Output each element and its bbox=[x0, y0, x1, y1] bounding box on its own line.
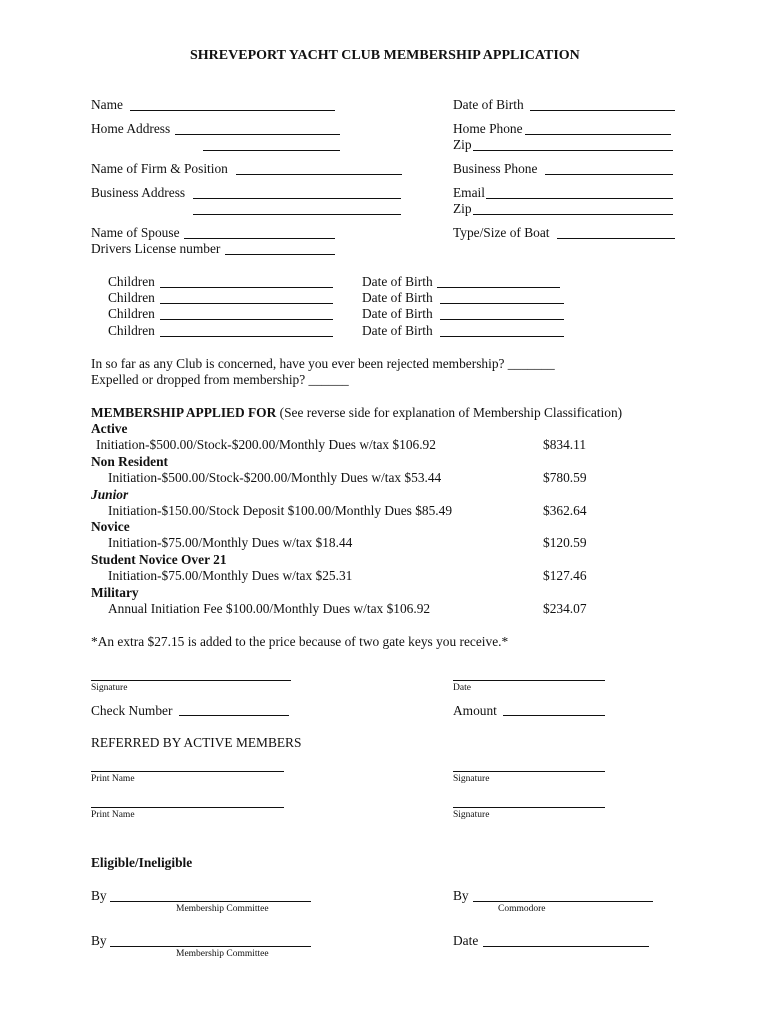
referrer-signature-field[interactable] bbox=[453, 807, 605, 808]
email-label: Email bbox=[453, 185, 485, 200]
by-label: By bbox=[91, 888, 107, 903]
class-total: $834.11 bbox=[543, 437, 587, 452]
home-phone-field[interactable] bbox=[525, 134, 671, 135]
name-label: Name bbox=[91, 97, 123, 112]
home-address-field[interactable] bbox=[175, 134, 340, 135]
commodore-by-field[interactable] bbox=[473, 901, 653, 902]
home-address-field-2[interactable] bbox=[203, 150, 340, 151]
class-name: Military bbox=[91, 585, 139, 600]
children-label: Children bbox=[108, 306, 155, 321]
children-field[interactable] bbox=[160, 303, 333, 304]
membership-heading-note: (See reverse side for explanation of Membership Classification) bbox=[279, 405, 623, 420]
business-phone-field[interactable] bbox=[545, 174, 673, 175]
firm-position-field[interactable] bbox=[236, 174, 402, 175]
signature-field[interactable] bbox=[91, 680, 291, 681]
children-label: Children bbox=[108, 323, 155, 338]
home-zip-field[interactable] bbox=[473, 150, 673, 151]
referrer-print-name-field[interactable] bbox=[91, 771, 284, 772]
eligible-heading: Eligible/Ineligible bbox=[91, 855, 193, 870]
membership-committee-label: Membership Committee bbox=[176, 949, 269, 959]
check-number-label: Check Number bbox=[91, 703, 173, 718]
children-label: Children bbox=[108, 290, 155, 305]
approval-date-label: Date bbox=[453, 933, 479, 948]
child-dob-label: Date of Birth bbox=[362, 323, 433, 338]
spouse-field[interactable] bbox=[184, 238, 335, 239]
children-field[interactable] bbox=[160, 336, 333, 337]
class-name: Student Novice Over 21 bbox=[91, 552, 227, 567]
child-dob-label: Date of Birth bbox=[362, 274, 433, 289]
signature-label: Signature bbox=[91, 683, 128, 693]
business-address-field[interactable] bbox=[193, 198, 401, 199]
child-dob-label: Date of Birth bbox=[362, 306, 433, 321]
commodore-label: Commodore bbox=[498, 904, 546, 914]
class-total: $127.46 bbox=[543, 568, 587, 583]
membership-heading-title: MEMBERSHIP APPLIED FOR bbox=[91, 405, 277, 420]
firm-position-label: Name of Firm & Position bbox=[91, 161, 228, 176]
class-total: $780.59 bbox=[543, 470, 587, 485]
amount-label: Amount bbox=[453, 703, 497, 718]
drivers-license-field[interactable] bbox=[225, 254, 335, 255]
class-detail: Initiation-$75.00/Monthly Dues w/tax $25.31 bbox=[108, 568, 353, 583]
class-detail: Initiation-$75.00/Monthly Dues w/tax $18.44 bbox=[108, 535, 353, 550]
membership-heading bbox=[91, 405, 622, 421]
class-detail: Initiation-$500.00/Stock-$200.00/Monthly Dues w/tax $106.92 bbox=[96, 437, 436, 452]
class-detail: Initiation-$150.00/Stock Deposit $100.00/Monthly Dues $85.49 bbox=[108, 503, 453, 518]
amount-field[interactable] bbox=[503, 715, 605, 716]
child-dob-field[interactable] bbox=[440, 336, 564, 337]
rejected-question: In so far as any Club is concerned, have you ever been rejected membership? _______ bbox=[91, 356, 555, 371]
business-phone-label: Business Phone bbox=[453, 161, 538, 176]
date-label: Date bbox=[453, 683, 471, 693]
business-address-label: Business Address bbox=[91, 185, 186, 200]
referrer-signature-label: Signature bbox=[453, 810, 490, 820]
children-field[interactable] bbox=[160, 287, 333, 288]
referrer-signature-field[interactable] bbox=[453, 771, 605, 772]
membership-committee-label: Membership Committee bbox=[176, 904, 269, 914]
child-dob-field[interactable] bbox=[440, 303, 564, 304]
by-label: By bbox=[453, 888, 469, 903]
referrer-print-name-field[interactable] bbox=[91, 807, 284, 808]
check-number-field[interactable] bbox=[179, 715, 289, 716]
home-address-label: Home Address bbox=[91, 121, 171, 136]
by-label: By bbox=[91, 933, 107, 948]
date-field[interactable] bbox=[453, 680, 605, 681]
dob-field[interactable] bbox=[530, 110, 675, 111]
children-field[interactable] bbox=[160, 319, 333, 320]
class-total: $362.64 bbox=[543, 503, 587, 518]
approval-date-field[interactable] bbox=[483, 946, 649, 947]
class-detail: Initiation-$500.00/Stock-$200.00/Monthly Dues w/tax $53.44 bbox=[108, 470, 442, 485]
drivers-license-label: Drivers License number bbox=[91, 241, 221, 256]
business-zip-label: Zip bbox=[453, 201, 472, 216]
class-name: Active bbox=[91, 421, 128, 436]
home-phone-label: Home Phone bbox=[453, 121, 523, 136]
child-dob-field[interactable] bbox=[440, 319, 564, 320]
name-field[interactable] bbox=[130, 110, 335, 111]
expelled-question: Expelled or dropped from membership? ______ bbox=[91, 372, 349, 387]
committee-by-field[interactable] bbox=[110, 901, 311, 902]
boat-label: Type/Size of Boat bbox=[453, 225, 550, 240]
email-field[interactable] bbox=[486, 198, 673, 199]
class-name: Junior bbox=[91, 487, 129, 502]
class-name: Novice bbox=[91, 519, 130, 534]
page-title: SHREVEPORT YACHT CLUB MEMBERSHIP APPLICATION bbox=[190, 48, 580, 63]
spouse-label: Name of Spouse bbox=[91, 225, 180, 240]
class-name: Non Resident bbox=[91, 454, 169, 469]
business-zip-field[interactable] bbox=[473, 214, 673, 215]
dob-label: Date of Birth bbox=[453, 97, 524, 112]
child-dob-field[interactable] bbox=[437, 287, 560, 288]
committee-by-field[interactable] bbox=[110, 946, 311, 947]
print-name-label: Print Name bbox=[91, 774, 135, 784]
gate-key-note: *An extra $27.15 is added to the price because of two gate keys you receive.* bbox=[91, 634, 509, 649]
zip-label: Zip bbox=[453, 137, 472, 152]
class-total: $120.59 bbox=[543, 535, 587, 550]
class-total: $234.07 bbox=[543, 601, 587, 616]
child-dob-label: Date of Birth bbox=[362, 290, 433, 305]
business-address-field-2[interactable] bbox=[193, 214, 401, 215]
class-detail: Annual Initiation Fee $100.00/Monthly Dues w/tax $106.92 bbox=[108, 601, 431, 616]
referrer-signature-label: Signature bbox=[453, 774, 490, 784]
children-label: Children bbox=[108, 274, 155, 289]
referred-heading: REFERRED BY ACTIVE MEMBERS bbox=[91, 735, 302, 750]
boat-field[interactable] bbox=[557, 238, 675, 239]
print-name-label: Print Name bbox=[91, 810, 135, 820]
